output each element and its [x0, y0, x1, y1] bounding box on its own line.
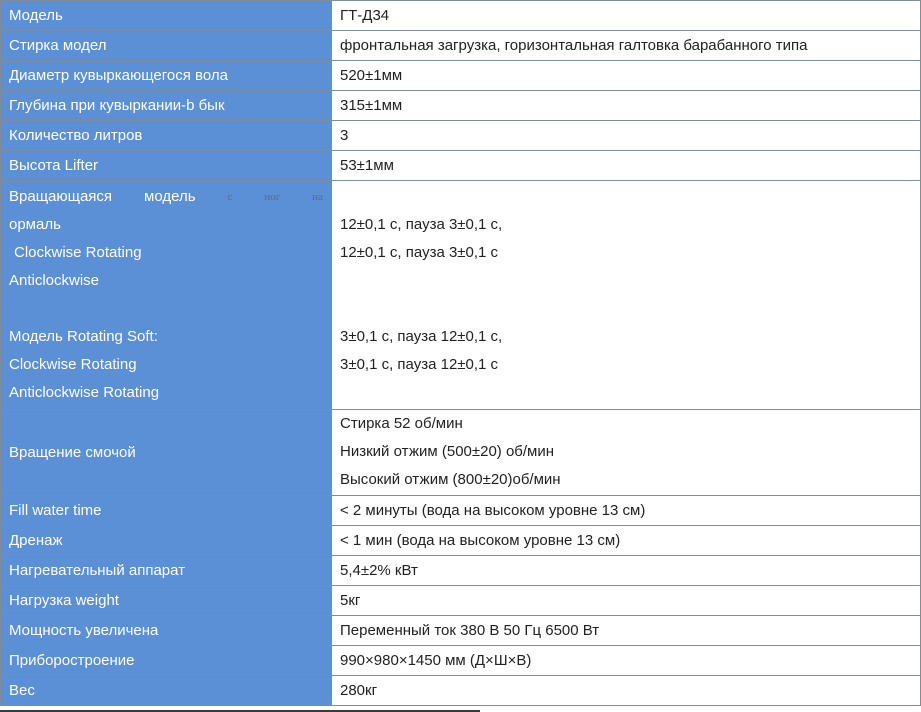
row-value: 5кг: [332, 586, 921, 616]
row-label: Вес: [1, 676, 332, 706]
row-label: Нагрузка weight: [1, 586, 332, 616]
rotation-word: Вращающаяся: [9, 188, 113, 205]
row-value: 3: [332, 121, 921, 151]
table-row: [1, 151, 921, 181]
table-row: [1, 586, 921, 616]
row-label: Приборостроение: [1, 646, 332, 676]
table-row: [1, 556, 921, 586]
rotation-row: [1, 181, 921, 410]
table-row: [1, 496, 921, 526]
row-value: 5,4±2% кВт: [332, 556, 921, 586]
table-row: [1, 526, 921, 556]
soft-anticlockwise-value: 3±0,1 с, пауза 12±0,1 с: [340, 356, 499, 373]
spacer: [9, 295, 323, 323]
table-row: [1, 91, 921, 121]
row-label: Диаметр кувыркающегося вола: [1, 61, 332, 91]
row-value: фронтальная загрузка, горизонтальная галтовка барабанного типа: [332, 31, 921, 61]
row-label: Нагревательный аппарат: [1, 556, 332, 586]
soft-anticlockwise-label: Anticlockwise Rotating: [9, 384, 160, 401]
row-label: Дренаж: [1, 526, 332, 556]
spin-values: [332, 410, 921, 496]
row-label: Высота Lifter: [1, 151, 332, 181]
row-label: Стирка модел: [1, 31, 332, 61]
row-label: Модель: [1, 1, 332, 31]
soft-mode-title: Модель Rotating Soft:: [9, 328, 158, 345]
row-value: 315±1мм: [332, 91, 921, 121]
spacer: [340, 183, 912, 211]
rotation-word: ног: [264, 191, 281, 203]
spin-row: [1, 410, 921, 496]
table-row: [1, 1, 921, 31]
row-value: 520±1мм: [332, 61, 921, 91]
rotation-title-line: [9, 183, 323, 211]
row-label: Fill water time: [1, 496, 332, 526]
rotation-word: с: [227, 191, 233, 203]
row-label: Глубина при кувыркании-b бык: [1, 91, 332, 121]
normal-anticlockwise-value: 12±0,1 с, пауза 3±0,1 с: [340, 244, 499, 261]
soft-clockwise-label: Clockwise Rotating: [9, 356, 137, 373]
row-label: Вращение смочой: [1, 410, 332, 496]
row-value: < 2 минуты (вода на высоком уровне 13 см): [332, 496, 921, 526]
rotation-title-line2: ормаль: [9, 216, 61, 233]
row-value: < 1 мин (вода на высоком уровне 13 см): [332, 526, 921, 556]
table-row: [1, 646, 921, 676]
normal-clockwise-value: 12±0,1 с, пауза 3±0,1 с,: [340, 216, 503, 233]
normal-anticlockwise-label: Anticlockwise: [9, 272, 100, 289]
row-label: Количество литров: [1, 121, 332, 151]
row-value: Переменный ток 380 В 50 Гц 6500 Вт: [332, 616, 921, 646]
rotation-word: на: [312, 191, 323, 203]
table-row: [1, 676, 921, 706]
normal-clockwise-label: Clockwise Rotating: [14, 244, 142, 261]
table-row: [1, 616, 921, 646]
table-row: [1, 61, 921, 91]
rotation-word: модель: [144, 188, 196, 205]
table-row: [1, 31, 921, 61]
spacer: [340, 267, 912, 295]
rotation-value: [332, 181, 921, 410]
spin-value: Стирка 52 об/мин: [340, 415, 463, 432]
row-label: Мощность увеличена: [1, 616, 332, 646]
spin-value: Низкий отжим (500±20) об/мин: [340, 443, 555, 460]
row-value: 53±1мм: [332, 151, 921, 181]
row-value: 280кг: [332, 676, 921, 706]
row-value: 990×980×1450 мм (Д×Ш×В): [332, 646, 921, 676]
soft-clockwise-value: 3±0,1 с, пауза 12±0,1 с,: [340, 328, 503, 345]
rotation-label: [1, 181, 332, 410]
row-value: ГТ-Д34: [332, 1, 921, 31]
table-row: [1, 121, 921, 151]
spacer: [340, 295, 912, 323]
spin-value: Высокий отжим (800±20)об/мин: [340, 471, 561, 488]
